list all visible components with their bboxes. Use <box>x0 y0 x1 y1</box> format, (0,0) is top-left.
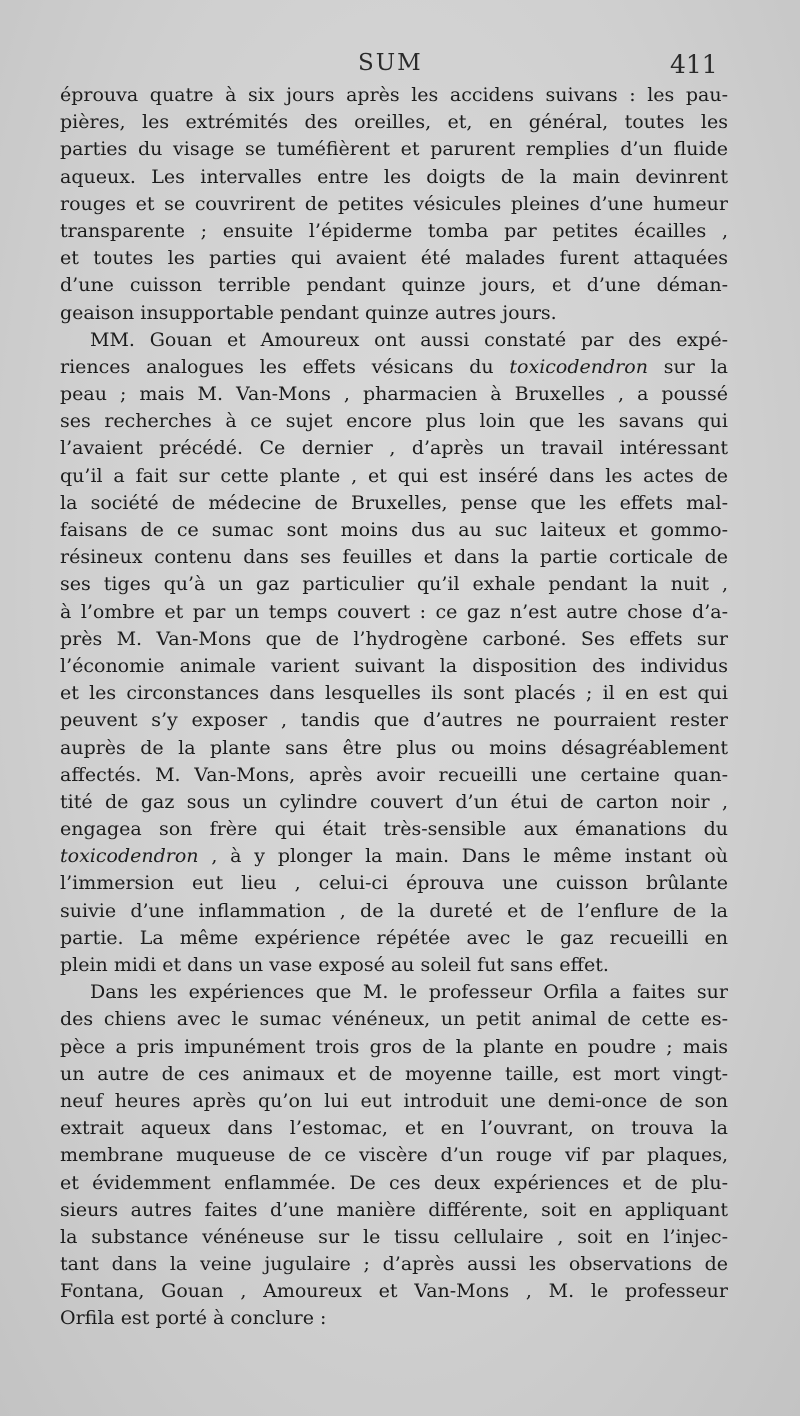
text-line <box>60 1088 728 1115</box>
line-text: à l’ombre et par un temps couvert : ce gaz n’est autre chose d’a- <box>60 600 728 623</box>
text-line <box>60 300 728 327</box>
line-text: d’une cuisson terrible pendant quinze jours, et d’une déman- <box>60 274 728 297</box>
text-line <box>60 245 728 272</box>
text-line <box>60 218 728 245</box>
line-text: partie. La même expérience répétée avec le gaz recueilli en <box>60 926 728 949</box>
text-line <box>60 82 728 109</box>
text-line <box>60 381 728 408</box>
text-line <box>60 1197 728 1224</box>
text-line <box>60 571 728 598</box>
text-line <box>60 354 728 381</box>
text-line <box>60 1305 728 1332</box>
line-text: peuvent s’y exposer , tandis que d’autres ne pourraient rester <box>60 709 728 732</box>
italic-term: toxicodendron <box>60 845 199 868</box>
line-text: aqueux. Les intervalles entre les doigts de la main devinrent <box>60 165 728 188</box>
line-text: rouges et se couvrirent de petites vésicules pleines d’une humeur <box>60 192 728 215</box>
line-text: et les circonstances dans lesquelles ils sont placés ; il en est qui <box>60 682 728 705</box>
line-text: et évidemment enflammée. De ces deux expériences et de plu- <box>60 1171 728 1194</box>
text-line <box>60 653 728 680</box>
text-line <box>60 1034 728 1061</box>
text-line <box>60 789 728 816</box>
line-text: membrane muqueuse de ce viscère d’un rouge vif par plaques, <box>60 1144 728 1167</box>
text-line <box>60 327 728 354</box>
text-line <box>60 1251 728 1278</box>
text-line <box>60 870 728 897</box>
line-text: ses tiges qu’à un gaz particulier qu’il exhale pendant la nuit , <box>60 573 728 596</box>
line-text: qu’il a fait sur cette plante , et qui est inséré dans les actes de <box>60 464 728 487</box>
text-line <box>60 164 728 191</box>
text-line <box>60 463 728 490</box>
text-line <box>60 191 728 218</box>
line-text: des chiens avec le sumac vénéneux, un petit animal de cette es- <box>60 1008 728 1031</box>
line-text: l’avaient précédé. Ce dernier , d’après un travail intéressant <box>60 437 728 460</box>
text-line <box>60 136 728 163</box>
text-line <box>60 1006 728 1033</box>
text-line <box>60 707 728 734</box>
running-head <box>0 50 800 84</box>
text-line <box>60 109 728 136</box>
body-text <box>60 82 728 1333</box>
text-line <box>60 1115 728 1142</box>
text-line <box>60 762 728 789</box>
line-text: pières, les extrémités des oreilles, et, en général, toutes les <box>60 111 728 134</box>
line-text: tité de gaz sous un cylindre couvert d’un étui de carton noir , <box>60 790 728 813</box>
running-head-title: SUM <box>358 50 423 76</box>
line-text: Fontana, Gouan , Amoureux et Van-Mons , M. le professeur <box>60 1280 728 1303</box>
line-text: auprès de la plante sans être plus ou moins désagréablement <box>60 736 728 759</box>
text-line <box>60 435 728 462</box>
line-text: et toutes les parties qui avaient été malades furent attaquées <box>60 247 728 270</box>
text-line <box>60 952 728 979</box>
text-line <box>60 735 728 762</box>
text-line <box>60 626 728 653</box>
text-line <box>60 898 728 925</box>
line-text: geaison insupportable pendant quinze autres jours. <box>60 301 557 324</box>
line-text: l’immersion eut lieu , celui-ci éprouva une cuisson brûlante <box>60 872 728 895</box>
line-text: suivie d’une inflammation , de la dureté et de l’enflure de la <box>60 899 728 922</box>
line-text: un autre de ces animaux et de moyenne taille, est mort vingt- <box>60 1062 728 1085</box>
text-line <box>60 816 728 843</box>
line-text: résineux contenu dans ses feuilles et dans la partie corticale de <box>60 546 728 569</box>
line-text: la substance vénéneuse sur le tissu cellulaire , soit en l’injec- <box>60 1225 728 1248</box>
line-text-after: sur la <box>647 355 728 378</box>
text-line <box>60 979 728 1006</box>
line-text: Dans les expériences que M. le professeur Orfila a faites sur <box>90 981 728 1004</box>
line-text: extrait aqueux dans l’estomac, et en l’ouvrant, on trouva la <box>60 1117 728 1140</box>
line-text: l’économie animale varient suivant la disposition des individus <box>60 654 728 677</box>
line-text: affectés. M. Van-Mons, après avoir recueilli une certaine quan- <box>60 763 728 786</box>
line-text-after: , à y plonger la main. Dans le même instant où <box>198 845 728 868</box>
text-line <box>60 517 728 544</box>
line-text: sieurs autres faites d’une manière différente, soit en appliquant <box>60 1198 728 1221</box>
line-text: neuf heures après qu’on lui eut introduit une demi-once de son <box>60 1089 728 1112</box>
line-text: faisans de ce sumac sont moins dus au suc laiteux et gommo- <box>60 519 728 541</box>
line-text: Orfila est porté à conclure : <box>60 1307 327 1330</box>
line-text: près M. Van-Mons que de l’hydrogène carboné. Ses effets sur <box>60 627 728 650</box>
page-number: 411 <box>670 50 718 79</box>
line-text: transparente ; ensuite l’épiderme tomba par petites écailles , <box>60 219 728 242</box>
text-line <box>60 1142 728 1169</box>
line-text: la société de médecine de Bruxelles, pense que les effets mal- <box>60 491 728 514</box>
text-line <box>60 925 728 952</box>
line-text: éprouva quatre à six jours après les accidens suivans : les pau- <box>60 84 728 106</box>
italic-term: toxicodendron <box>509 355 648 378</box>
line-text: peau ; mais M. Van-Mons , pharmacien à Bruxelles , a poussé <box>60 383 728 406</box>
text-line <box>60 544 728 571</box>
text-line <box>60 408 728 435</box>
line-text: parties du visage se tuméfièrent et parurent remplies d’un fluide <box>60 138 728 161</box>
text-line <box>60 1061 728 1088</box>
line-text: plein midi et dans un vase exposé au soleil fut sans effet. <box>60 954 609 976</box>
text-line <box>60 490 728 517</box>
text-line <box>60 272 728 299</box>
text-line <box>60 843 728 870</box>
text-line <box>60 1278 728 1305</box>
text-line <box>60 1224 728 1251</box>
text-line <box>60 1170 728 1197</box>
text-line <box>60 680 728 707</box>
line-text: ses recherches à ce sujet encore plus loin que les savans qui <box>60 410 728 433</box>
line-text: engagea son frère qui était très-sensible aux émanations du <box>60 818 728 841</box>
line-text: riences analogues les effets vésicans du <box>60 355 510 378</box>
line-text: pèce a pris impunément trois gros de la plante en poudre ; mais <box>60 1035 728 1058</box>
line-text: MM. Gouan et Amoureux ont aussi constaté par des expé- <box>90 328 728 351</box>
line-text: tant dans la veine jugulaire ; d’après aussi les observations de <box>60 1253 728 1276</box>
text-line <box>60 599 728 626</box>
